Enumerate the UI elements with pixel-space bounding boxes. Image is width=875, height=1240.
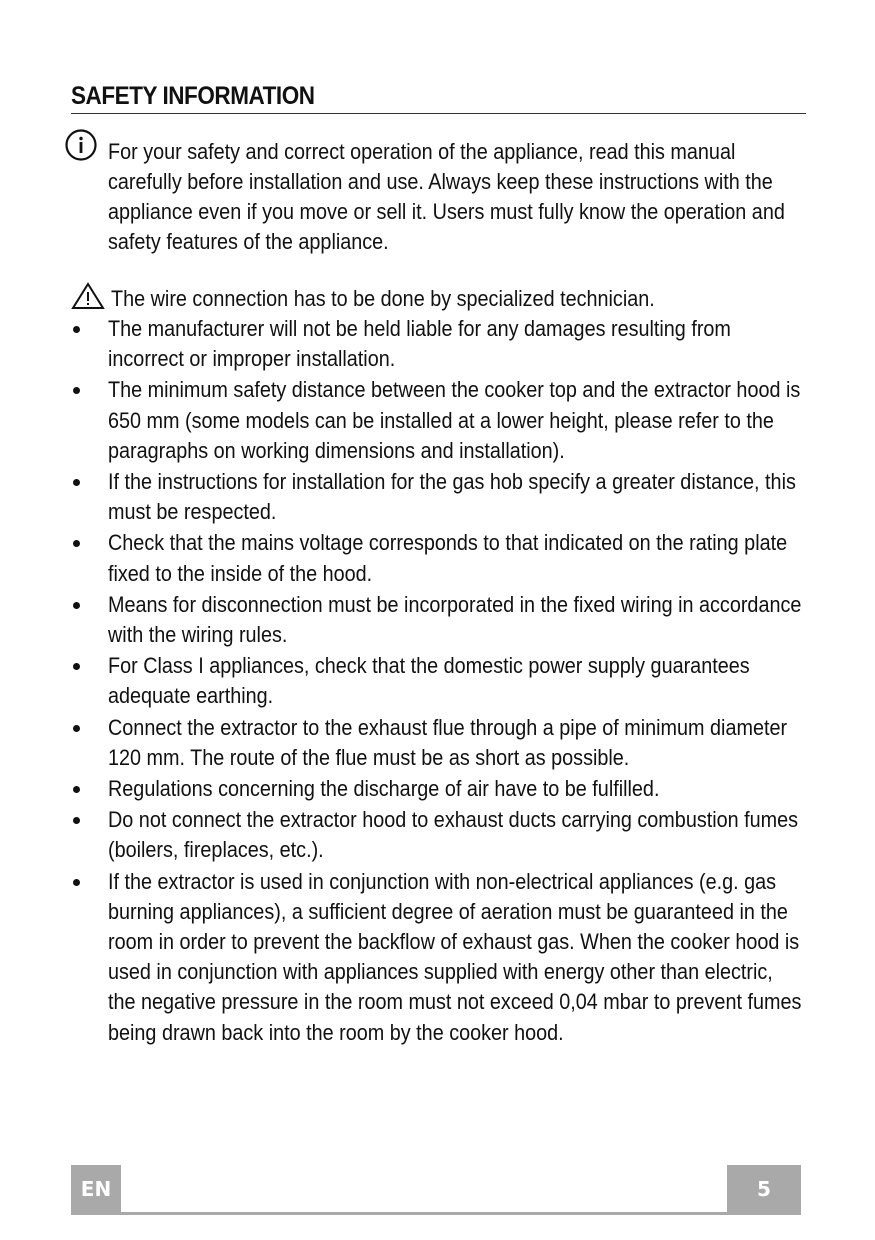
list-item (0, 467, 875, 527)
bullet-icon (73, 479, 80, 486)
intro-paragraph: For your safety and correct operation of the appliance, read this manual carefully before installation and use. Always keep these instructions with the appliance even if you move or sell it. Users must fully know the operation and safety features of the appliance. (108, 139, 785, 254)
list-item (0, 590, 875, 650)
page-number: 5 (727, 1165, 801, 1213)
title-divider (71, 113, 806, 114)
bullet-icon (73, 725, 80, 732)
list-item-text: Connect the extractor to the exhaust flue through a pipe of minimum diameter 120 mm. The route of the flue must be as short as possible. (108, 714, 788, 770)
list-item-text: For Class I appliances, check that the domestic power supply guarantees adequate earthing. (108, 653, 750, 709)
list-item (0, 375, 875, 466)
list-item (0, 314, 875, 374)
warning-text: The wire connection has to be done by specialized technician. (111, 286, 655, 311)
list-item-text: The manufacturer will not be held liable for any damages resulting from incorrect or improper installation. (108, 316, 731, 372)
safety-bullet-list (0, 314, 875, 1048)
bullet-icon (73, 326, 80, 333)
bullet-icon (73, 387, 80, 394)
list-item-text: If the instructions for installation for the gas hob specify a greater distance, this must be respected. (108, 469, 796, 525)
list-item-text: Regulations concerning the discharge of air have to be fulfilled. (108, 776, 660, 802)
list-item (0, 528, 875, 588)
bullet-icon (73, 540, 80, 547)
page-title: SAFETY INFORMATION (71, 82, 315, 110)
list-item-text: Means for disconnection must be incorporated in the fixed wiring in accordance with the wiring rules. (108, 591, 802, 648)
bullet-icon (73, 879, 80, 886)
bullet-icon (73, 663, 80, 670)
footer-divider (71, 1212, 801, 1215)
list-item (0, 651, 875, 711)
list-item-text: If the extractor is used in conjunction with non-electrical appliances (e.g. gas burning appliances), a sufficient degree of aeration must be guaranteed in the room in order to prevent the backflow of exhaust gas. When the cooker hood is used in conjunction with appliances supplied with energy other than electric, the negative pressure in the room must not exceed 0,04 mbar to prevent fumes being drawn back into the room by the cooker hood. (108, 868, 802, 1045)
bullet-icon (73, 786, 80, 793)
language-badge: EN (71, 1165, 121, 1213)
bullet-icon (73, 817, 80, 824)
list-item (0, 867, 875, 1048)
bullet-icon (73, 602, 80, 609)
list-item-text: Check that the mains voltage corresponds to that indicated on the rating plate fixed to the inside of the hood. (108, 530, 788, 586)
list-item (0, 805, 875, 865)
list-item (0, 774, 875, 804)
list-item-text: Do not connect the extractor hood to exhaust ducts carrying combustion fumes (boilers, fireplaces, etc.). (108, 807, 799, 863)
info-icon (64, 128, 98, 162)
warning-triangle-icon (71, 282, 105, 310)
list-item (0, 713, 875, 773)
list-item-text: The minimum safety distance between the cooker top and the extractor hood is 650 mm (some models can be installed at a lower height, please refer to the paragraphs on working dimensions and installation). (108, 377, 801, 463)
